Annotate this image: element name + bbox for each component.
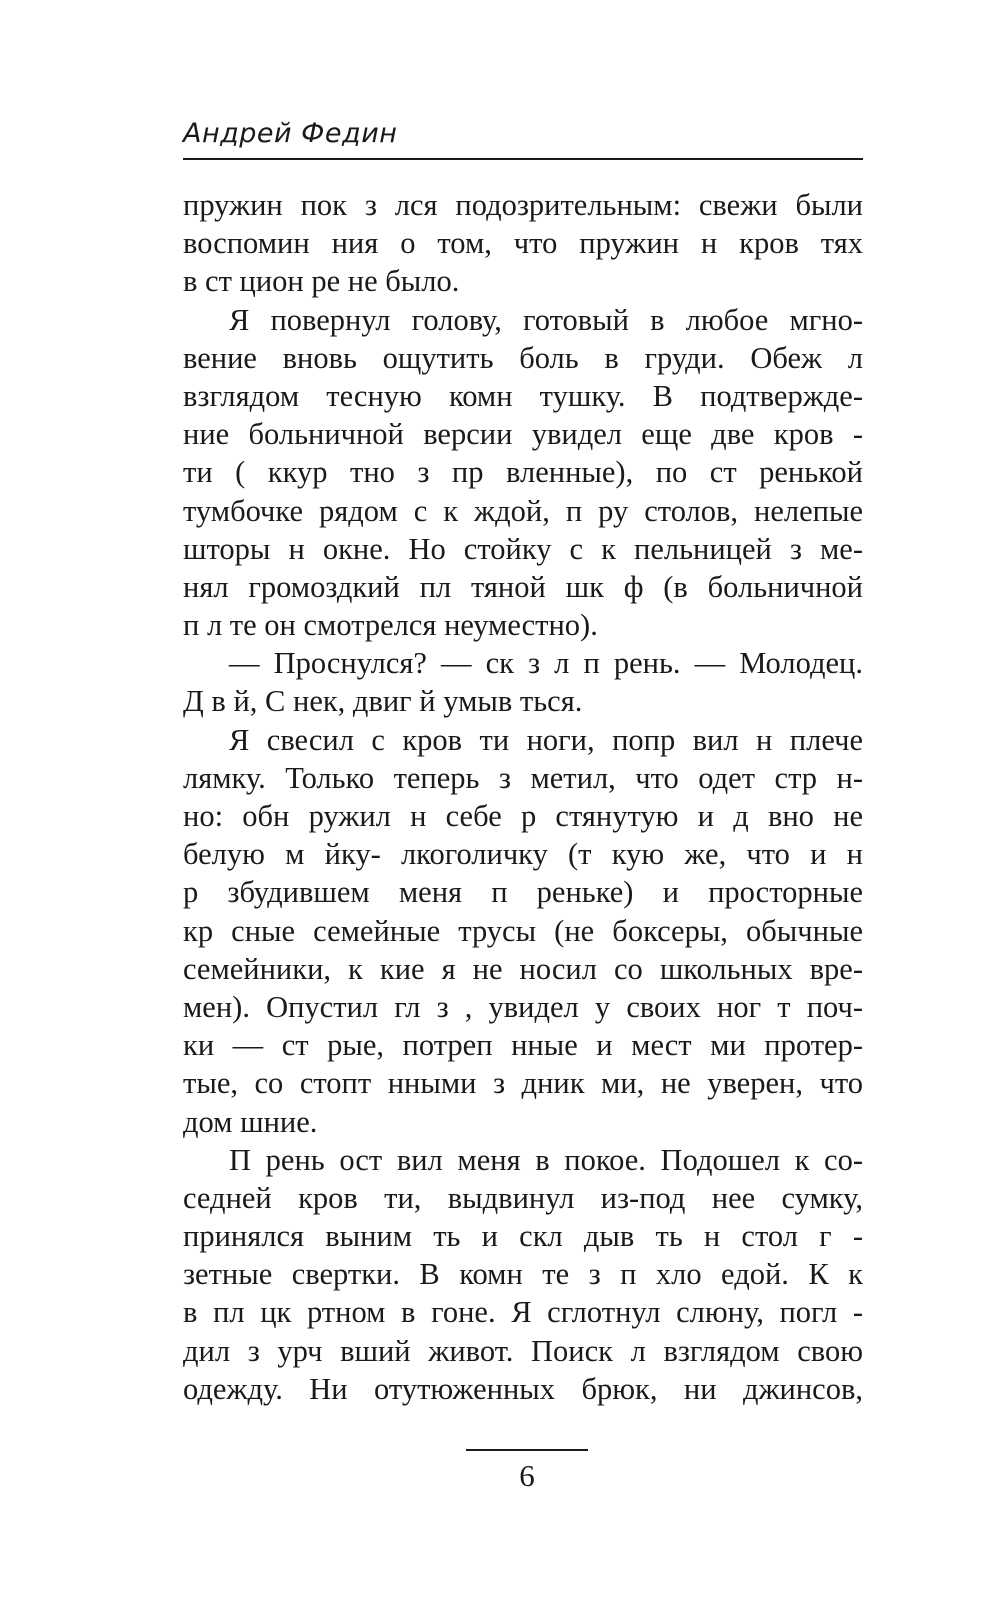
- body-text: [183, 186, 863, 1408]
- text-line: р збудившем меня п реньке) и просторные: [183, 875, 863, 910]
- text-line: ти ( ккур тно з пр вленные), по ст ренькой: [183, 455, 863, 490]
- text-line: мен). Опустил гл з , увидел у своих ног т поч-: [183, 989, 863, 1024]
- text-line: ние больничной версии увидел еще две кров -: [183, 417, 863, 452]
- text-line: взглядом тесную комн тушку. В подтвержде-: [183, 378, 863, 413]
- text-line: в ст цион ре не было.: [183, 264, 460, 299]
- text-line: дил з урч вший живот. Поиск л взглядом свою: [183, 1333, 863, 1368]
- page-number: 6: [519, 1458, 535, 1493]
- header-rule: [183, 158, 863, 160]
- text-line: тумбочке рядом с к ждой, п ру столов, нелепые: [183, 493, 863, 528]
- text-line: седней кров ти, выдвинул из-под нее сумку,: [183, 1180, 863, 1215]
- text-line: пружин пок з лся подозрительным: свежи были: [183, 188, 863, 222]
- text-line: дом шние.: [183, 1104, 318, 1139]
- text-line: но: обн ружил н себе р стянутую и д вно не: [183, 799, 863, 833]
- text-line: в пл цк ртном в гоне. Я сглотнул слюну, погл -: [183, 1295, 863, 1330]
- text-line: принялся выним ть и скл дыв ть н стол г -: [183, 1219, 863, 1254]
- text-line: тые, со стопт нными з дник ми, не уверен, что: [183, 1066, 863, 1101]
- text-line: лямку. Только теперь з метил, что одет стр н-: [183, 760, 863, 795]
- text-line: ки — ст рые, потреп нные и мест ми протер-: [183, 1028, 863, 1063]
- text-line: шторы н окне. Но стойку с к пельницей з ме-: [183, 531, 863, 566]
- text-line: семейники, к кие я не носил со школьных вре-: [183, 951, 863, 986]
- text-line: Я свесил с кров ти ноги, попр вил н плече: [229, 722, 863, 757]
- folio-rule: [466, 1449, 588, 1451]
- text-line: воспомин ния о том, что пружин н кров тях: [183, 226, 863, 261]
- text-line: — Проснулся? — ск з л п рень. — Молодец.: [229, 646, 863, 681]
- text-line: П рень ост вил меня в покое. Подошел к со-: [229, 1142, 863, 1177]
- text-line: п л те он смотрелся неуместно).: [183, 608, 598, 643]
- text-line: кр сные семейные трусы (не боксеры, обычные: [183, 913, 863, 948]
- text-line: Я повернул голову, готовый в любое мгно-: [229, 302, 863, 337]
- text-line: вение вновь ощутить боль в груди. Обеж л: [183, 340, 863, 375]
- text-line: белую м йку- лкоголичку (т кую же, что и н: [183, 837, 863, 872]
- text-line: одежду. Ни отутюженных брюк, ни джинсов,: [183, 1371, 863, 1406]
- text-line: нял громоздкий пл тяной шк ф (в больничной: [183, 569, 863, 604]
- text-line: зетные свертки. В комн те з п хло едой. К к: [183, 1257, 863, 1292]
- running-head-author: Андрей Федин: [183, 118, 398, 149]
- text-line: Д в й, С нек, двиг й умыв ться.: [183, 684, 583, 719]
